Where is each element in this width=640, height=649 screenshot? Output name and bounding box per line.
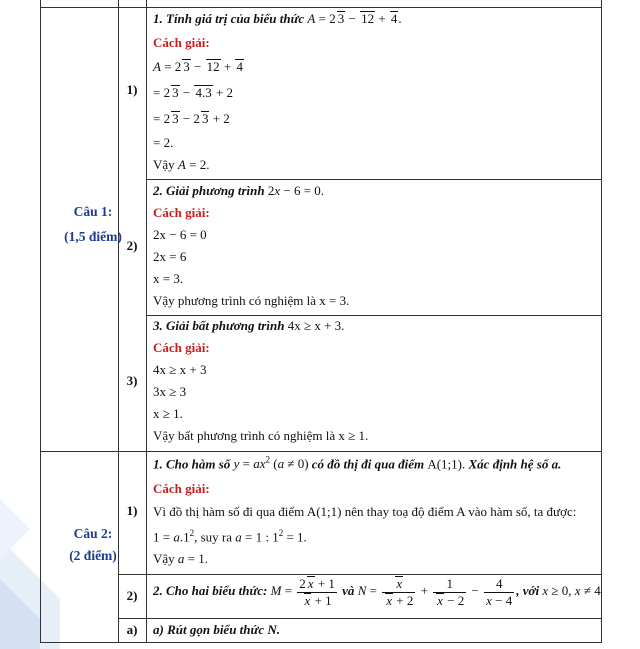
problem-title: a) Rút gọn biểu thức N. [153,622,280,637]
conclusion-text: Vậy [153,551,175,566]
solution-label: Cách giải: [153,481,210,496]
conclusion-value: x = 3. [319,293,350,308]
solution-label: Cách giải: [153,340,210,355]
problem-title-text: 1. Tính giá trị của biểu thức [153,11,305,26]
math-step: $1 = a.1^2$, suy ra a = 1 : $1^2 = 1$. [153,528,307,545]
part-number: 2) [126,588,138,603]
problem-title-text: 2. Cho hai biểu thức: [153,583,268,599]
math-step: 3x ≥ 3 [153,384,187,399]
row-divider [118,618,601,619]
problem-title-text: 1. Cho hàm số [153,456,231,472]
conclusion-text: Vậy [153,157,175,172]
part-number: 1) [126,503,138,518]
math-step-text: , suy ra [194,529,233,545]
conclusion: Vậy A = 2. [153,157,210,172]
math-step: 2x = 6 [153,249,187,264]
inequality: 4x ≥ x + 3. [287,318,345,333]
math-step: x ≥ 1. [153,406,183,421]
condition: x ≥ 0, x ≠ 4 [542,583,601,599]
expression-a: A = 2 3 − 12 + 4. [307,11,402,26]
solution-label: Cách giải: [153,205,210,220]
function-expression: $y = ax^2$ (a ≠ 0) [233,455,309,472]
problem-title-text: 3. Giải bất phương trình [153,318,285,333]
problem-title-text: Xác định hệ số a. [468,456,562,472]
problem-title-text: có đồ thị đi qua điểm [311,456,425,472]
problem-title-text: , với [516,583,540,599]
math-step: = 2. [153,135,174,150]
problem-title [153,183,324,199]
question-2-label: Câu 2: [73,526,113,541]
point-a: A(1;1). [427,456,466,472]
part-number: a) [126,622,138,637]
col-divider-2 [146,0,147,642]
problem-title [153,455,561,472]
question-1-points: (1,5 điểm) [64,229,122,244]
part-number: 2) [126,238,138,253]
conclusion-value: x ≥ 1. [338,428,369,443]
row-divider [118,574,601,575]
math-step: 4x ≥ x + 3 [153,362,207,377]
problem-title [153,318,344,334]
math-step: x = 3. [153,271,184,286]
problem-title-text: và [342,583,355,599]
expression-n: N = $\frac{x}{x + 2}$ + $\frac{1}{x - 2}$ − $\frac{4}{x - 4}$ [357,576,513,608]
table-top-rule [41,7,601,8]
problem-title [153,576,601,608]
question-2-points: (2 điểm) [69,548,117,563]
math-step: = 2 3 − 4.3 + 2 [153,85,234,100]
answer-table [40,0,602,643]
problem-title [153,11,402,27]
part-number: 3) [126,373,138,388]
expression-m: M = $\frac{2 x + 1}{x + 1}$ [270,576,335,608]
conclusion [153,293,349,309]
row-divider [146,179,601,180]
math-step: A = 2 3 − 12 + 4 [153,59,243,74]
part-number: 1) [126,82,138,97]
solution-label: Cách giải: [153,35,210,50]
equation: 2x − 6 = 0. [267,183,325,198]
problem-title-text: 2. Giải phương trình [153,183,265,198]
conclusion: Vậy a = 1. [153,551,209,566]
conclusion-text: Vậy phương trình có nghiệm là [153,293,317,308]
explanation-text: Vì đồ thị hàm số đi qua điểm A(1;1) nên thay toạ độ điểm A vào hàm số, ta được: [153,504,577,519]
row-divider [41,451,601,452]
question-1-label: Câu 1: [73,204,113,219]
math-step: = 2 3 − 2 3 + 2 [153,111,230,126]
conclusion-text: Vậy bất phương trình có nghiệm là [153,428,336,443]
math-step: 2x − 6 = 0 [153,227,207,242]
conclusion [153,428,368,444]
row-divider [146,315,601,316]
